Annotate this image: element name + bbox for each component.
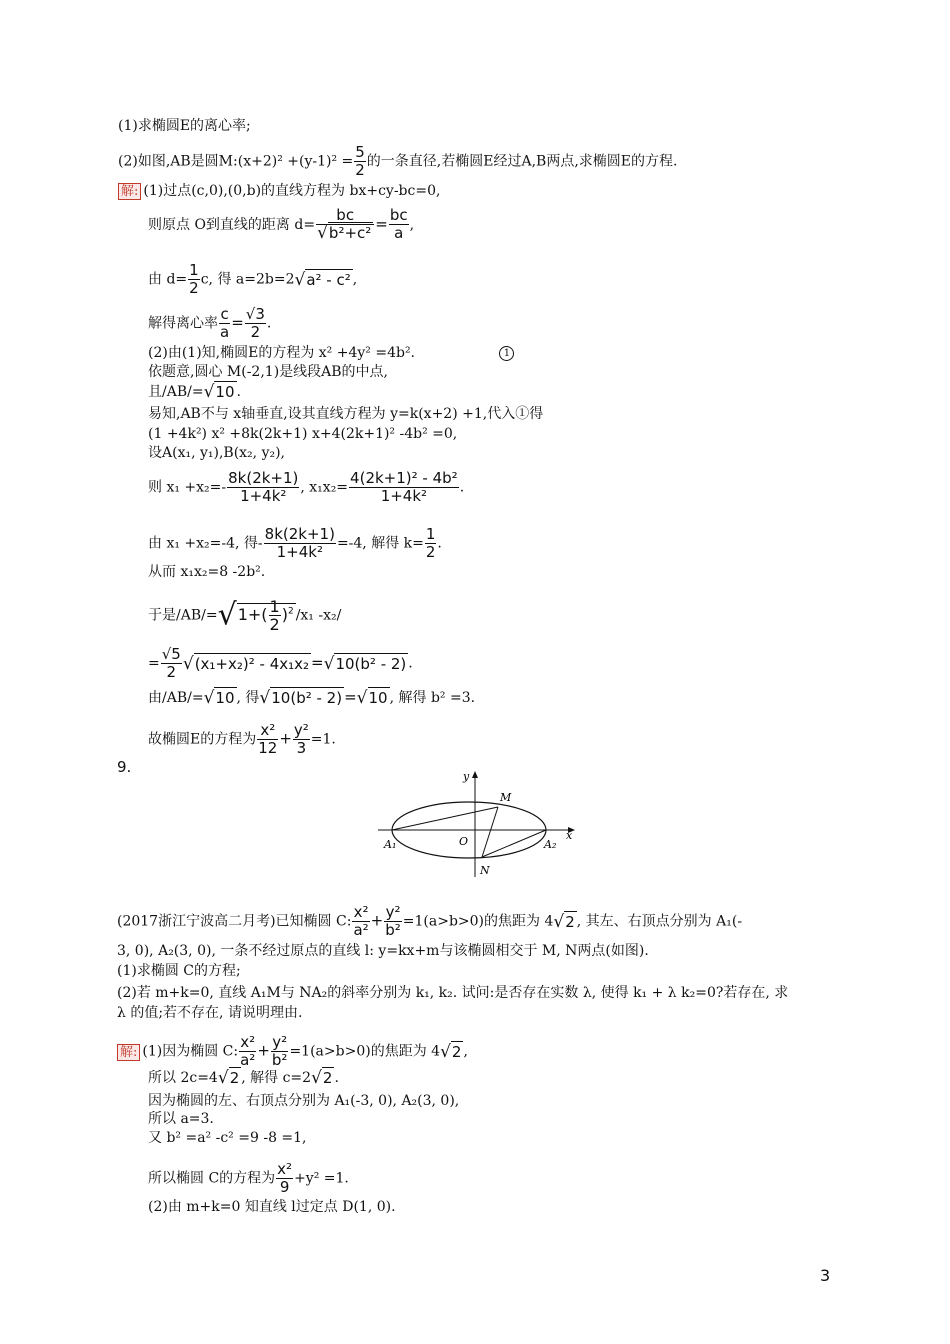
segment-a1-m [392, 807, 498, 830]
solution-line-1: 解: (1)过点(c,0),(0,b)的直线方程为 bx+cy-bc=0, [118, 182, 440, 200]
circled-one-marker: 1 [499, 346, 514, 361]
label-y: y [463, 770, 470, 783]
solution-line-16: 由/AB/=√10 , 得√10(b² - 2) =√10 , 解得 b² =3. [148, 688, 476, 708]
solution-line-10: 设A(x₁, y₁),B(x₂, y₂), [148, 445, 286, 461]
label-m: M [500, 791, 512, 804]
page-number: 3 [820, 1266, 831, 1285]
distance-fraction-1: $\frac{bc}{\text{√b²+c²}}$ [316, 207, 374, 243]
solution-line-9: (1 +4k²) x² +8k(2k+1) x+4(2k+1)² -4b² =0, [148, 426, 458, 442]
solution-line-2: 则原点 O到直线的距离 d= $\frac{bc}{\text{√b²+c²}}$ = $\frac{bc}{a}$ , [148, 206, 415, 243]
q2-fraction: $\frac{5}{2}$ [355, 143, 365, 179]
label-n: N [480, 864, 490, 877]
p9-solution-line-3: 因为椭圆的左、右顶点分别为 A₁(-3, 0), A₂(3, 0), [148, 1093, 460, 1109]
solution-line-13: 从而 x₁x₂=8 -2b². [148, 564, 266, 580]
solution-line-11: 则 x₁ +x₂=- $\frac{8k(2k+1)}{\text{1+4k²}}$ , x₁x₂= $\frac{\text{4(2k+1)² - 4b²}}{\text{1+4k²}}$ . [148, 469, 465, 505]
solution-line-3: 由 d= $\frac{1}{2}$ c, 得 a=2b=2√a² - c² , [148, 261, 358, 297]
p9-solution-line-1: 解: (1)因为椭圆 C: $\frac{\text{x²}}{\text{a²}}$ + $\frac{\text{y²}}{\text{b²}}$ =1(a>b>0)的焦距为 4√2 , [117, 1034, 468, 1069]
label-origin: O [459, 835, 469, 848]
problem-9-number: 9. [117, 758, 132, 776]
solution-line-4: 解得离心率 $\frac{c}{a}$ = $\frac{√3}{2}$ . [148, 305, 272, 341]
segment-m-n [482, 807, 498, 857]
q1-text: (1)求椭圆E的离心率; [118, 118, 251, 134]
solution-line-17: 故椭圆E的方程为 $\frac{\text{x²}}{12}$ + $\frac{\text{y²}}{3}$ =1. [148, 721, 336, 757]
label-x: x [566, 829, 573, 842]
q2-line [118, 144, 677, 179]
p9-solution-line-2: 所以 2c=4√2 , 解得 c=2√2 . [148, 1068, 339, 1088]
solution-line-5: (2)由(1)知,椭圆E的方程为 x² +4y² =4b². 1 [148, 344, 514, 362]
q2-text-a: (2)如图,AB是圆M:(x+2)² +(y-1)² = [118, 153, 354, 170]
answer-label-2: 解: [117, 1044, 140, 1061]
label-a2: A₂ [544, 838, 557, 851]
solution-line-14: 于是/AB/=√1+( $\frac{1}{2}$ )$^2$ /x₁ -x₂/ [148, 597, 342, 634]
solution-line-7: 且/AB/=√10 . [148, 382, 241, 402]
ellipse-figure [370, 767, 580, 879]
p9-solution-line-5: 又 b² =a² -c² =9 -8 =1, [148, 1130, 307, 1146]
distance-fraction-2: $\frac{bc}{a}$ [389, 206, 408, 243]
solution-line-15: = $\frac{√5}{2}$ √(x₁+x₂)² - 4x₁x₂ =√10(b² - 2) . [148, 645, 413, 681]
p9-text-line-4: (2)若 m+k=0, 直线 A₁M与 NA₂的斜率分别为 k₁, k₂. 试问:是否存在实数 λ, 使得 k₁ + λ k₂=0?若存在, 求 [117, 985, 789, 1001]
y-axis-arrow [472, 771, 478, 778]
p9-text-line-2: 3, 0), A₂(3, 0), 一条不经过原点的直线 l: y=kx+m与该椭圆相交于 M, N两点(如图). [117, 943, 649, 959]
p9-text-line-1: (2017浙江宁波高二月考)已知椭圆 C: $\frac{\text{x²}}{\text{a²}}$ + $\frac{\text{y²}}{\text{b²}}$ =1(a>b>0)的焦距为 4√2 , 其左、右顶点分别为 A₁(- [117, 903, 743, 939]
p9-text-line-5: λ 的值;若不存在, 请说明理由. [117, 1005, 303, 1021]
solution-line-8: 易知,AB不与 x轴垂直,设其直线方程为 y=k(x+2) +1,代入①得 [148, 406, 544, 422]
solution-line-6: 依题意,圆心 M(-2,1)是线段AB的中点, [148, 364, 389, 380]
label-a1: A₁ [384, 838, 397, 851]
p9-text-line-3: (1)求椭圆 C的方程; [117, 963, 241, 979]
solution-line-12: 由 x₁ +x₂=-4, 得- $\frac{8k(2k+1)}{\text{1+4k²}}$ =-4, 解得 k= $\frac{1}{2}$ . [148, 525, 442, 561]
p9-solution-line-4: 所以 a=3. [148, 1111, 214, 1127]
q2-text-b: 的一条直径,若椭圆E经过A,B两点,求椭圆E的方程. [366, 153, 678, 170]
answer-label: 解: [118, 183, 141, 200]
p9-solution-line-7: (2)由 m+k=0 知直线 l过定点 D(1, 0). [148, 1199, 396, 1215]
p9-solution-line-6: 所以椭圆 C的方程为 $\frac{\text{x²}}{9}$ +y² =1. [148, 1160, 349, 1196]
